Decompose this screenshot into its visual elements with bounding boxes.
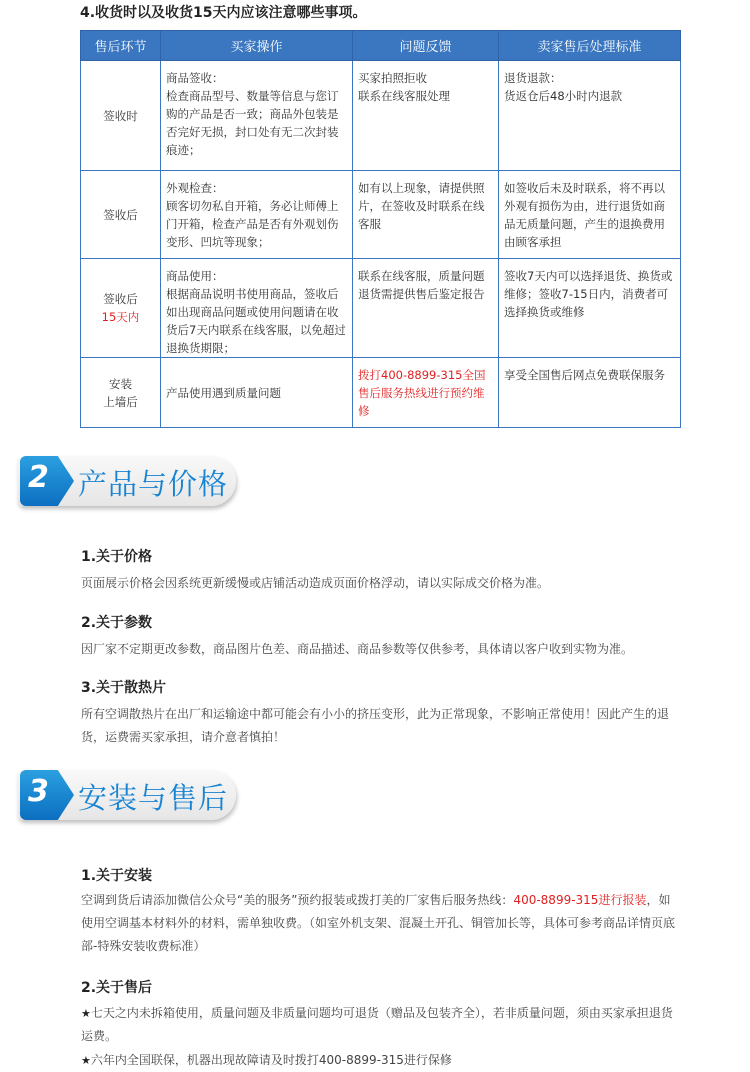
bullet-warranty: [81, 1049, 681, 1072]
action-text: 商品签收：: [166, 71, 224, 85]
cell-feedback: [353, 259, 499, 358]
cell-standard: [499, 259, 681, 358]
hotline-text: 400-8899-315进行报装: [513, 893, 647, 907]
subheading-price: 1.关于价格: [81, 549, 153, 565]
banner-title: 产品与价格: [78, 467, 229, 501]
standard-text: 退货退款：: [504, 71, 562, 85]
cell-feedback: [353, 358, 499, 428]
star-icon: ★: [81, 1054, 91, 1067]
paragraph-heatsink: 所有空调散热片在出厂和运输途中都可能会有小小的挤压变形，此为正常现象，不影响正常使用！因此产生的退货，运费需买家承担，请介意者慎拍！: [81, 707, 670, 744]
standard-text: 享受全国售后网点免费联保服务: [504, 368, 665, 382]
feedback-text: 买家拍照拒收: [358, 71, 427, 85]
feedback-text: 拨打400-8899-315全国售后服务热线进行预约维修: [358, 368, 486, 418]
cell-stage: [81, 259, 161, 358]
feedback-text: 如有以上现象，请提供照片，在签收及时联系在线客服: [358, 181, 485, 231]
stage-text: 签收后: [103, 292, 138, 306]
cell-standard: [499, 61, 681, 171]
action-text: 外观检查：: [166, 181, 224, 195]
after-sales-policy-table: [80, 30, 681, 428]
stage-text: 安装: [109, 376, 132, 391]
column-header: 问题反馈: [353, 31, 499, 61]
cell-stage: [81, 61, 161, 171]
cell-feedback: [353, 171, 499, 259]
column-header: 售后环节: [81, 31, 161, 61]
subheading-install: 1.关于安装: [81, 868, 153, 884]
bullet-text: 七天之内未拆箱使用，质量问题及非质量问题均可退货（赠品及包装齐全），若非质量问题，须由买家承担退货运费。: [81, 1006, 673, 1043]
section-banner-install-service: [18, 766, 240, 826]
table-header-row: [81, 31, 681, 61]
table-row: [81, 358, 681, 428]
banner-number: 3: [28, 774, 49, 809]
install-text-continued: ，如使用空调基本材料外的材料，需单独收费。（如室外机支架、混凝土开孔、铜管加长等，具体可参考商品详情页底部-特殊安装收费标准）: [81, 893, 676, 953]
subheading-heatsink: 3.关于散热片: [81, 680, 167, 696]
stage-text: 签收后: [103, 207, 138, 222]
action-text: 顾客切勿私自开箱，务必让师傅上门开箱，检查产品是否有外观划伤变形、凹坑等现象；: [166, 199, 339, 249]
column-header: 卖家售后处理标准: [499, 31, 681, 61]
paragraph-price: 页面展示价格会因系统更新缓慢或店铺活动造成页面价格浮动，请以实际成交价格为准。: [81, 576, 550, 590]
standard-text: 如签收后未及时联系，将不再以外观有损伤为由，进行退货如商品无质量问题，产生的退换费用由顾客承担: [504, 181, 665, 249]
bullet-return-policy: [81, 1002, 681, 1048]
action-text: 检查商品型号、数量等信息与您订购的产品是否一致；商品外包装是否完好无损，封口处有无二次封装痕迹；: [166, 89, 339, 157]
stage-text: 上墙后: [103, 394, 138, 409]
feedback-text: 联系在线客服处理: [358, 89, 450, 103]
standard-text: 签收7天内可以选择退货、换货或维修；签收7-15日内，消费者可选择换货或维修: [504, 269, 673, 319]
action-text: 根据商品说明书使用商品，签收后如出现商品问题或使用问题请在收货后7天内联系在线客服，以免超过退换货期限；: [166, 287, 346, 355]
cell-action: [161, 358, 353, 428]
cell-feedback: [353, 61, 499, 171]
stage-text: 签收时: [103, 108, 138, 123]
star-icon: ★: [81, 1007, 91, 1020]
paragraph-install: [81, 889, 681, 958]
subheading-params: 2.关于参数: [81, 615, 153, 631]
cell-action: [161, 171, 353, 259]
subheading-service: 2.关于售后: [81, 980, 153, 996]
table-row: [81, 171, 681, 259]
paragraph-params: 因厂家不定期更改参数，商品图片色差、商品描述、商品参数等仅供参考，具体请以客户收到实物为准。: [81, 642, 634, 656]
stage-highlight-text: 15天内: [101, 310, 140, 324]
section-title: 4.收货时以及收货15天内应该注意哪些事项。: [80, 5, 367, 21]
banner-title: 安装与售后: [78, 781, 229, 815]
column-header: 买家操作: [161, 31, 353, 61]
action-text: 商品使用：: [166, 269, 224, 283]
cell-stage: [81, 171, 161, 259]
table-row: [81, 259, 681, 358]
standard-text: 货返仓后48小时内退款: [504, 89, 623, 103]
section-banner-product-price: [18, 452, 240, 512]
cell-action: [161, 61, 353, 171]
cell-stage: [81, 358, 161, 428]
cell-action: [161, 259, 353, 358]
cell-standard: [499, 358, 681, 428]
action-text: 产品使用遇到质量问题: [166, 385, 281, 400]
feedback-text: 联系在线客服，质量问题退货需提供售后鉴定报告: [358, 269, 485, 301]
install-text: 空调到货后请添加微信公众号“美的服务”预约报装或拨打美的厂家售后服务热线：: [81, 893, 514, 907]
cell-standard: [499, 171, 681, 259]
bullet-text-warranty: 六年内全国联保，机器出现故障请及时拨打400-8899-315进行保修: [90, 1053, 452, 1067]
banner-number: 2: [28, 460, 49, 495]
table-row: [81, 61, 681, 171]
